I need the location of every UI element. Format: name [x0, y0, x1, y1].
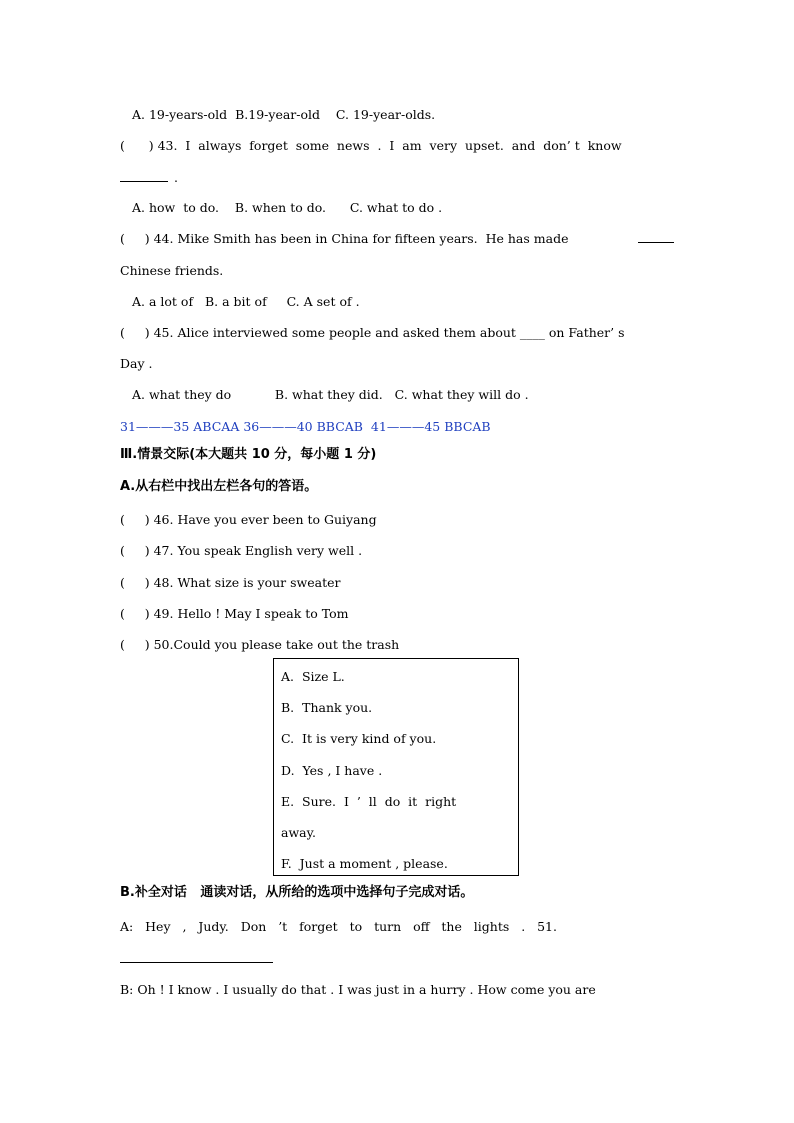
part-b-heading: B.补全对话 通读对话，从所给的选项中选择句子完成对话。 [120, 885, 474, 900]
q43-stem: ( ) 43. I always forget some news . I am very upset. and don’ t know [120, 138, 622, 153]
answer-key: 31———35 ABCAA 36———40 BBCAB 41———45 BBCAB [120, 419, 491, 434]
option-c: C. It is very kind of you. [281, 731, 437, 746]
dialogue-a-line: A: Hey , Judy. Don ’t forget to turn off the lights . 51. [120, 919, 557, 934]
question-50: ( ) 50.Could you please take out the trash [120, 637, 400, 652]
option-a: A. Size L. [281, 669, 345, 684]
section-heading: Ⅲ.情景交际(本大题共 10 分，每小题 1 分) [120, 447, 377, 462]
option-e: E. Sure. I ’ ll do it right [281, 794, 457, 809]
q43-blank [120, 181, 168, 182]
option-b: B. Thank you. [281, 700, 373, 715]
option-e-cont: away. [281, 825, 316, 840]
part-a-heading: A.从右栏中找出左栏各句的答语。 [120, 479, 318, 494]
dialogue-b-line: B: Oh ! I know . I usually do that . I was just in a hurry . How come you are [120, 982, 596, 997]
q45-stem-end: Day . [120, 356, 153, 371]
q45-options: A. what they do B. what they did. C. what they will do . [132, 387, 529, 402]
option-d: D. Yes , I have . [281, 763, 383, 778]
question-47: ( ) 47. You speak English very well . [120, 543, 363, 558]
question-48: ( ) 48. What size is your sweater [120, 575, 341, 590]
q45-stem: ( ) 45. Alice interviewed some people and asked them about ____ on Father’ s [120, 325, 625, 340]
q44-blank [638, 242, 674, 243]
dialogue-blank-51 [120, 962, 273, 963]
q44-stem: ( ) 44. Mike Smith has been in China for fifteen years. He has made [120, 231, 569, 246]
option-f: F. Just a moment , please. [281, 856, 448, 871]
q44-stem-end: Chinese friends. [120, 263, 224, 278]
q43-options: A. how to do. B. when to do. C. what to do . [132, 200, 443, 215]
q43-stem-end: . [174, 170, 178, 185]
q42-options: A. 19-years-old B.19-year-old C. 19-year-olds. [132, 107, 436, 122]
q44-options: A. a lot of B. a bit of C. A set of . [132, 294, 360, 309]
question-49: ( ) 49. Hello ! May I speak to Tom [120, 606, 349, 621]
question-46: ( ) 46. Have you ever been to Guiyang [120, 512, 377, 527]
